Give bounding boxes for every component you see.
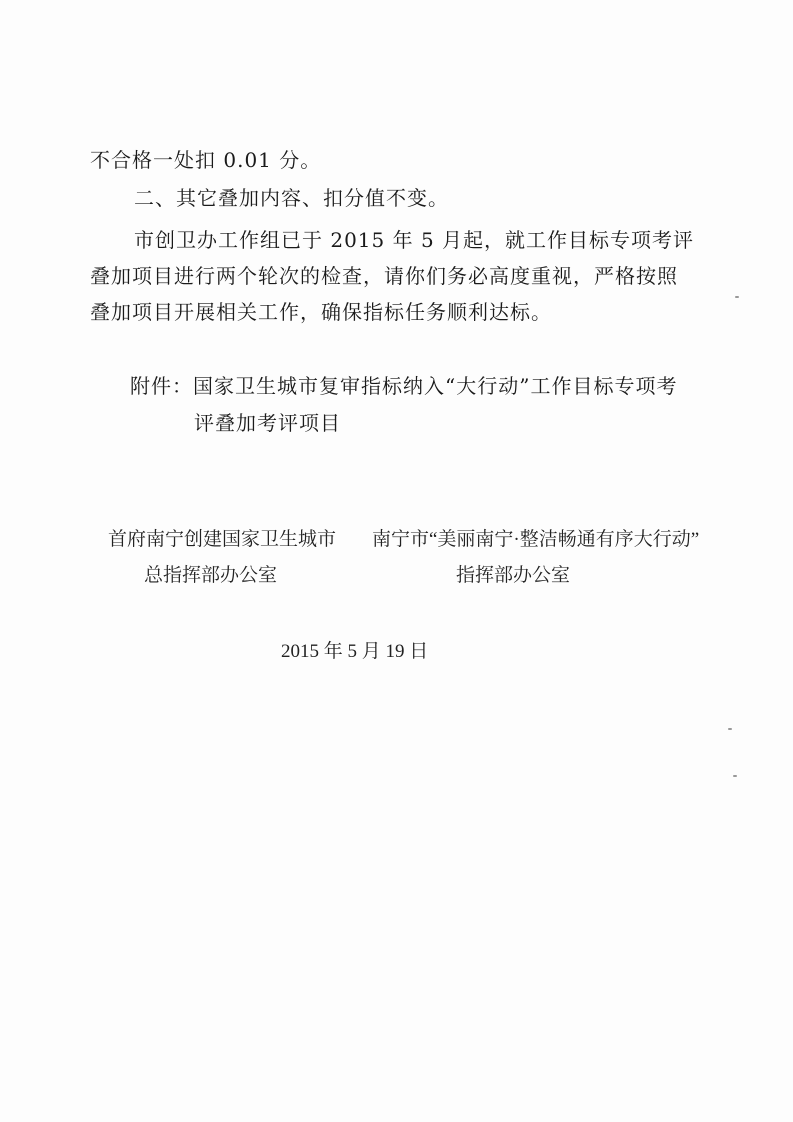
scan-speck bbox=[728, 728, 732, 730]
signature-right-line-1: 南宁市“美丽南宁·整洁畅通有序大行动” bbox=[372, 529, 700, 550]
body-line-2: 二、其它叠加内容、扣分值不变。 bbox=[134, 186, 449, 210]
signature-right-line-2: 指挥部办公室 bbox=[456, 565, 571, 586]
attachment-line-1: 附件：国家卫生城市复审指标纳入“大行动”工作目标专项考 bbox=[130, 374, 678, 398]
body-line-4: 叠加项目进行两个轮次的检查，请你们务必高度重视，严格按照 bbox=[90, 264, 678, 288]
body-line-1: 不合格一处扣 0.01 分。 bbox=[90, 148, 322, 172]
body-line-3: 市创卫办工作组已于 2015 年 5 月起，就工作目标专项考评 bbox=[134, 228, 695, 252]
document-date: 2015 年 5 月 19 日 bbox=[281, 641, 429, 662]
signature-left-line-1: 首府南宁创建国家卫生城市 bbox=[108, 529, 337, 550]
attachment-line-2: 评叠加考评项目 bbox=[194, 411, 341, 435]
scan-speck bbox=[733, 775, 737, 777]
signature-left-line-2: 总指挥部办公室 bbox=[144, 565, 278, 586]
scan-speck bbox=[735, 296, 739, 298]
body-line-5: 叠加项目开展相关工作，确保指标任务顺利达标。 bbox=[90, 300, 552, 324]
